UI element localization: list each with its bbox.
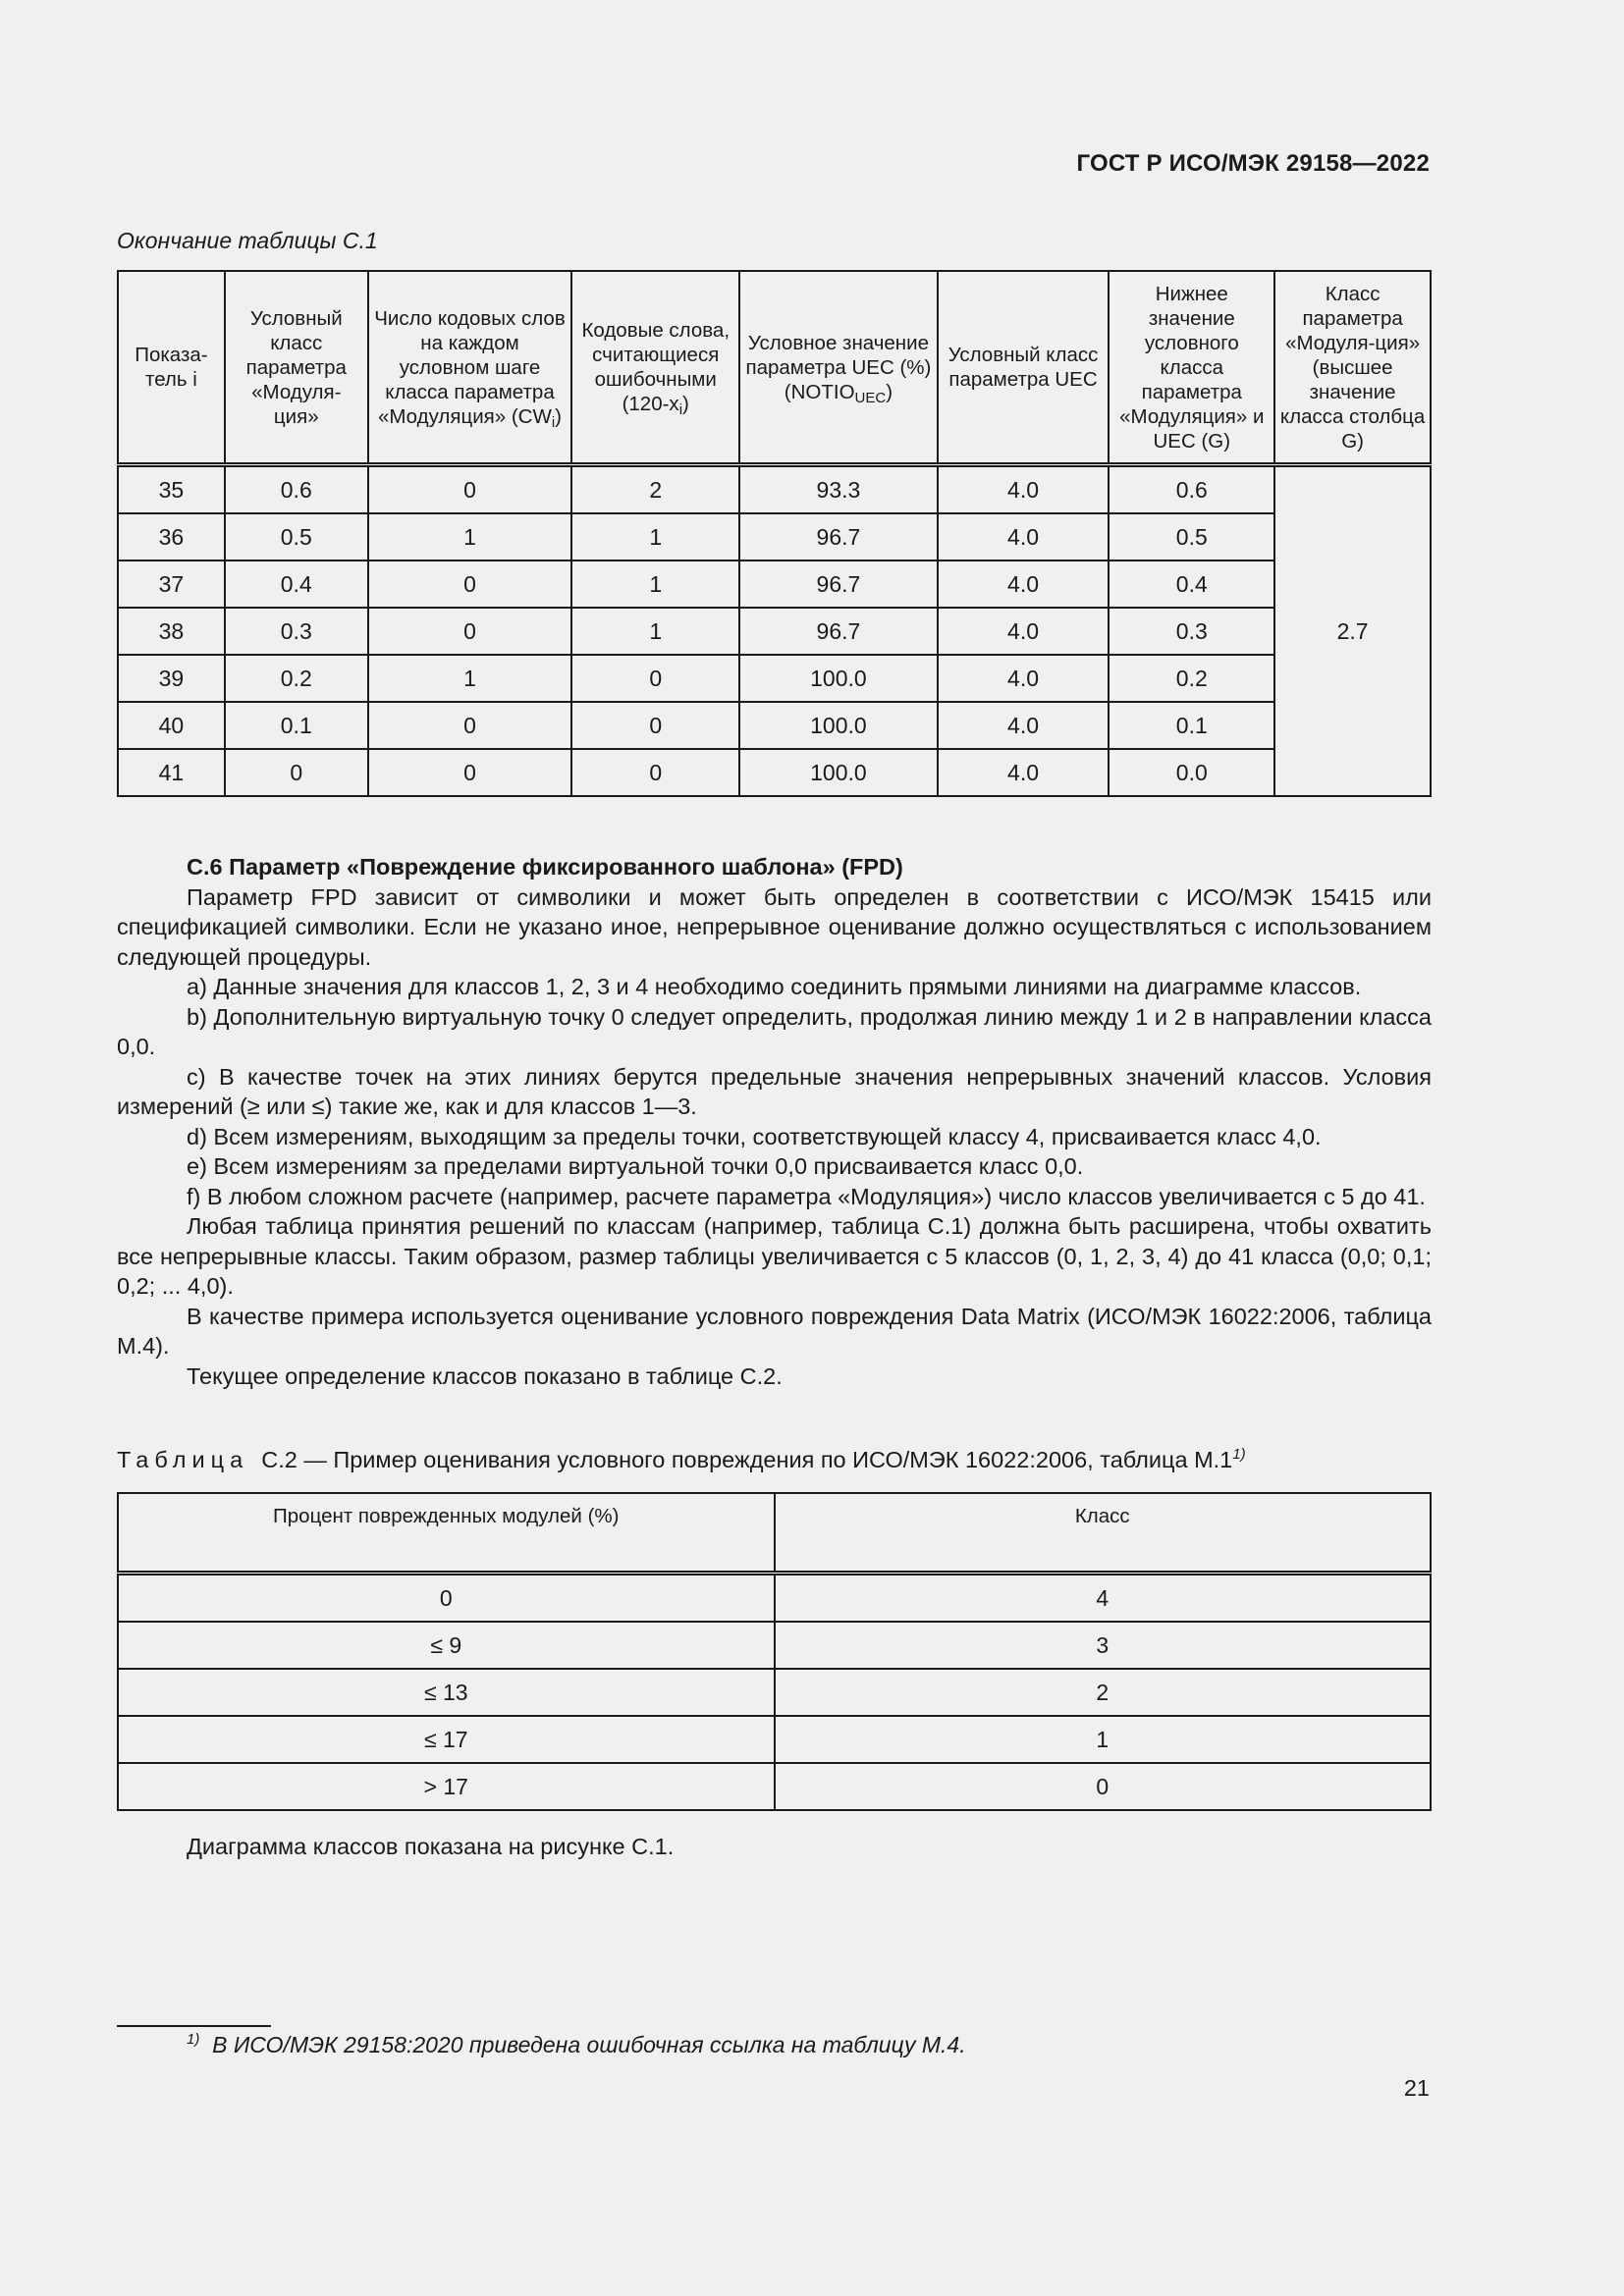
table-cell: 4.0 [938,749,1110,796]
table-cell: 1 [368,655,572,702]
table-cell: 4.0 [938,561,1110,608]
table-cell: 0.1 [1109,702,1274,749]
grading-table [117,270,1432,797]
col-header-uec-grade: Условный класс параметра UEC [938,271,1110,465]
table-cell: 1 [775,1716,1432,1763]
table-cell: 0.3 [1109,608,1274,655]
col-header-codewords-per-step: Число кодовых слов на каждом условном шаге класса параметра «Модуляция» $(CW_i)$ [368,271,572,465]
table-cell: ≤ 9 [118,1622,775,1669]
table-cell: 4.0 [938,608,1110,655]
table-row [118,1716,1431,1763]
table-cell: 0 [368,702,572,749]
table-cell: 4.0 [938,702,1110,749]
table2-caption-text: С.2 — Пример оценивания условного повреждения по ИСО/МЭК 16022:2006, таблица М.1 [261,1447,1233,1472]
col-header-error-codewords: Кодовые слова, считающиеся ошибочными $(120-x_i)$ [571,271,739,465]
table-cell: 96.7 [739,608,938,655]
table-header-row [118,1493,1431,1574]
col-header-modulation-grade: Условный класс параметра «Модуля-ция» [225,271,368,465]
paragraph: Текущее определение классов показано в таблице С.2. [187,1362,783,1389]
list-item: e) Всем измерениям за пределами виртуальной точки 0,0 присваивается класс 0,0. [187,1153,1084,1179]
table-cell: 0.5 [1109,513,1274,561]
table-row [118,608,1431,655]
table-cell: 100.0 [739,749,938,796]
table-cell: 0.6 [225,465,368,514]
table-cell: 0 [368,749,572,796]
paragraph: В качестве примера используется оценивание условного повреждения Data Matrix (ИСО/МЭК 16022:2006, таблица М.4). [117,1303,1432,1359]
table-cell: 39 [118,655,225,702]
table-cell: 93.3 [739,465,938,514]
table-cell: 4.0 [938,465,1110,514]
table-cell: 0.4 [1109,561,1274,608]
table2-caption [117,1447,1246,1473]
table-cell: > 17 [118,1763,775,1810]
figure-reference-text: Диаграмма классов показана на рисунке С.1. [187,1834,675,1859]
table-cell: 2 [775,1669,1432,1716]
table-cell: 0 [571,655,739,702]
table-cell: 3 [775,1622,1432,1669]
table-cell: 40 [118,702,225,749]
table-cell: 1 [571,608,739,655]
col-header-index: Показа-тель i [118,271,225,465]
paragraph: Любая таблица принятия решений по классам (например, таблица С.1) должна быть расширена, чтобы охватить все непрерывные классы. Таким образом, размер таблицы увеличивается с 5 классов (0, 1, 2, 3, 4) до 41 класса (0,0; 0,1; 0,2; ... 4,0). [117,1213,1432,1299]
table-row [118,561,1431,608]
table-cell: 0.0 [1109,749,1274,796]
section-heading: С.6 Параметр «Повреждение фиксированного шаблона» (FPD) [187,854,903,880]
table-cell: 4.0 [938,655,1110,702]
paragraph: Параметр FPD зависит от символики и может быть определен в соответствии с ИСО/МЭК 15415 или спецификацией символики. Если не указано иное, непрерывное оценивание должно осуществляться с использованием следующей процедуры. [117,883,1432,970]
footnote-divider [117,2025,271,2027]
table-cell: 100.0 [739,655,938,702]
table-row [118,1574,1431,1623]
table-cell: 1 [368,513,572,561]
table-row [118,655,1431,702]
table-cell: 96.7 [739,513,938,561]
col-header-lower-value: Нижнее значение условного класса параметра «Модуляция» и UEC (G) [1109,271,1274,465]
list-item: a) Данные значения для классов 1, 2, 3 и 4 необходимо соединить прямыми линиями на диаграмме классов. [187,974,1362,999]
col-header-grade: Класс [775,1493,1432,1574]
table-cell: 0.4 [225,561,368,608]
table-cell: 0 [368,465,572,514]
table-cell: 1 [571,513,739,561]
table-header-row [118,271,1431,465]
table-cell: 36 [118,513,225,561]
table-cell: 41 [118,749,225,796]
table-cell: 0.2 [225,655,368,702]
table-cell: 100.0 [739,702,938,749]
table2-caption-word: Таблица [117,1447,249,1472]
table-row [118,465,1431,514]
table-cell: 0 [225,749,368,796]
table-cell: 0.6 [1109,465,1274,514]
footnote-ref: 1) [1232,1446,1246,1463]
table-row [118,749,1431,796]
table-row [118,513,1431,561]
table-cell: 35 [118,465,225,514]
document-header: ГОСТ Р ИСО/МЭК 29158—2022 [1076,150,1430,177]
table-cell: 38 [118,608,225,655]
list-item: f) В любом сложном расчете (например, расчете параметра «Модуляция») число классов увеличивается с 5 до 41. [187,1183,1426,1209]
table-row [118,1763,1431,1810]
table-cell: 1 [571,561,739,608]
damage-grading-table [117,1492,1432,1811]
table-cell: 2 [571,465,739,514]
table-cell: 4 [775,1574,1432,1623]
table-row [118,702,1431,749]
table-cell: 0 [775,1763,1432,1810]
table-cell: 0 [368,561,572,608]
table-cell: 37 [118,561,225,608]
col-header-modulation-class: Класс параметра «Модуля-ция» (высшее значение класса столбца G) [1274,271,1431,465]
merged-class-cell: 2.7 [1274,465,1431,797]
list-item: b) Дополнительную виртуальную точку 0 следует определить, продолжая линию между 1 и 2 в направлении класса 0,0. [117,1003,1432,1059]
footnote [187,2032,966,2058]
footnote-text: В ИСО/МЭК 29158:2020 приведена ошибочная ссылка на таблицу М.4. [212,2032,966,2057]
table-cell: 0 [118,1574,775,1623]
table-cell: ≤ 17 [118,1716,775,1763]
table-cell: 0 [571,702,739,749]
page-number: 21 [1403,2075,1430,2101]
list-item: d) Всем измерениям, выходящим за пределы точки, соответствующей классу 4, присваивается класс 4,0. [187,1123,1322,1149]
table-cell: 0 [571,749,739,796]
table-row [118,1622,1431,1669]
table-cell: 0.2 [1109,655,1274,702]
table-cell: 0.1 [225,702,368,749]
table-row [118,1669,1431,1716]
table-cell: 0 [368,608,572,655]
table-cell: 4.0 [938,513,1110,561]
table-cell: 0.3 [225,608,368,655]
col-header-uec-value: Условное значение параметра UEC (%) $(NOTIO_{UEC})$ [739,271,938,465]
table-cell: 0.5 [225,513,368,561]
footnote-mark: 1) [187,2031,200,2048]
table-cell: ≤ 13 [118,1669,775,1716]
table-caption: Окончание таблицы С.1 [117,228,378,253]
table-cell: 96.7 [739,561,938,608]
section-body [117,852,1432,1391]
list-item: c) В качестве точек на этих линиях берутся предельные значения непрерывных значений классов. Условия измерений (≥ или ≤) такие же, как и для классов 1—3. [117,1063,1432,1119]
col-header-damaged-percent: Процент поврежденных модулей (%) [118,1493,775,1574]
